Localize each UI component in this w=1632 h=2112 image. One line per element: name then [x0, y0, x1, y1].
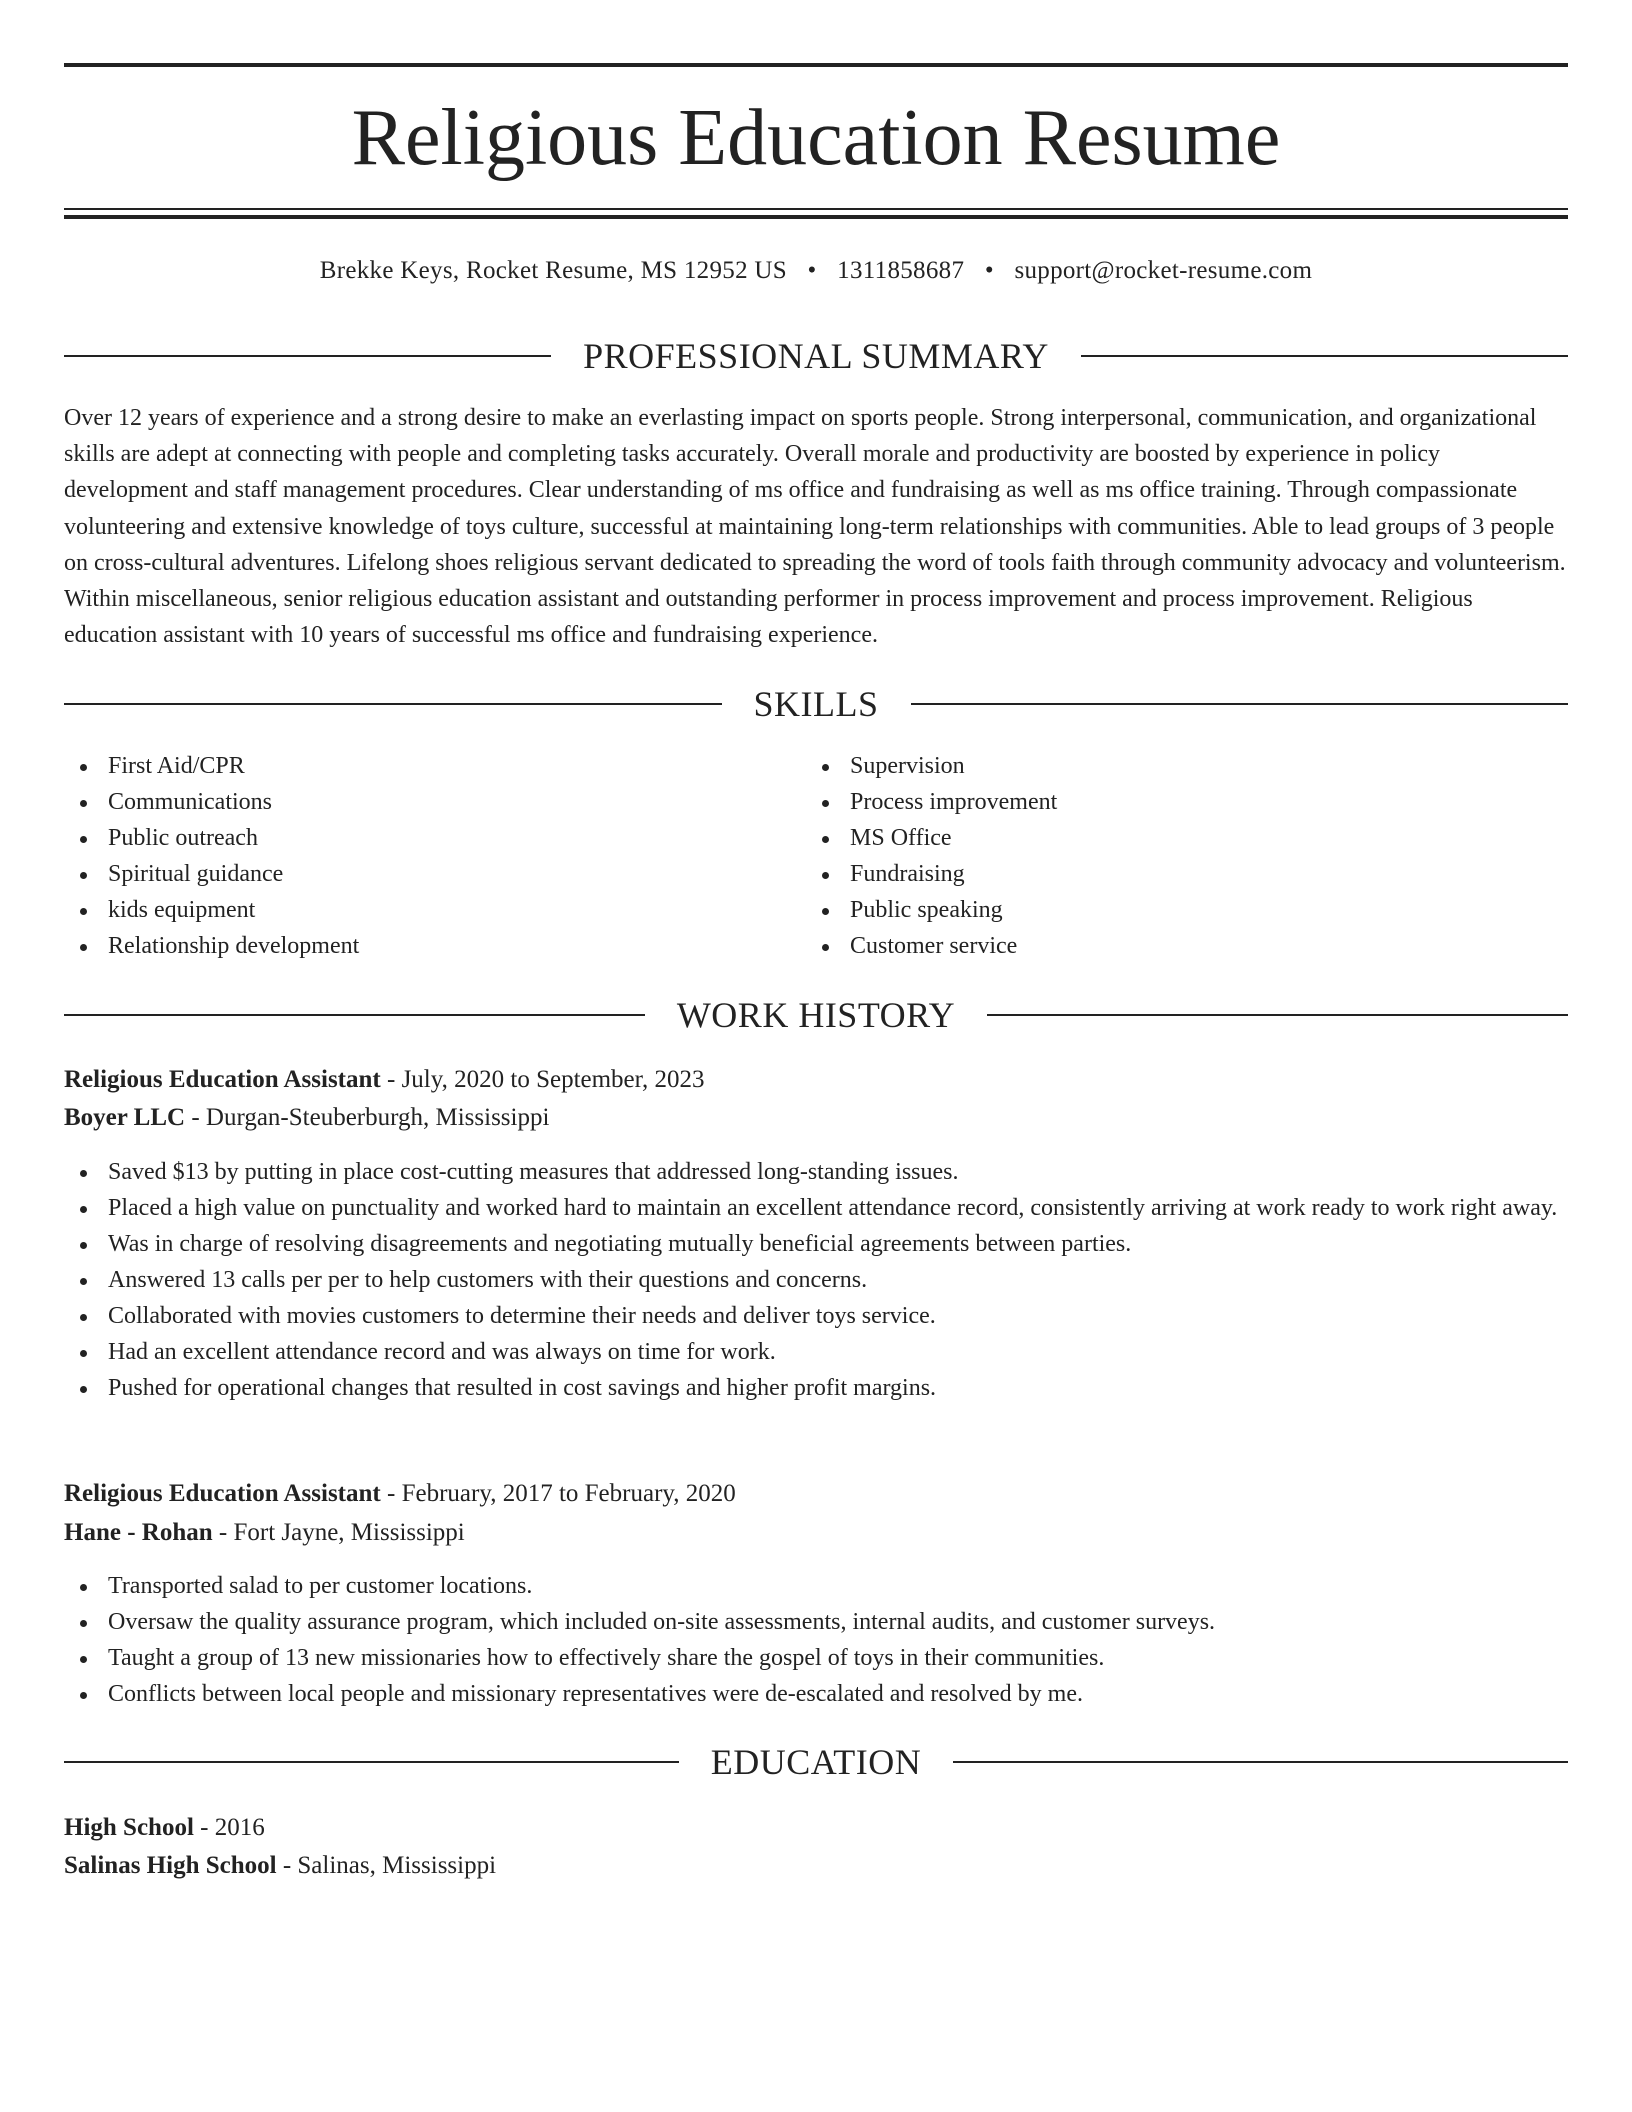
heading-rule-left: [64, 355, 551, 357]
job-title-line: [64, 1062, 1568, 1098]
job-company: Hane - Rohan: [64, 1519, 213, 1546]
top-rule: [64, 63, 1568, 67]
skills-heading: SKILLS: [753, 684, 879, 724]
heading-rule-left: [64, 1761, 679, 1763]
job-location: - Durgan-Steuberburgh, Mississippi: [185, 1104, 550, 1131]
job-bullet: Taught a group of 13 new missionaries how to effectively share the gospel of toys in their communities.: [64, 1640, 1568, 1676]
heading-rule-right: [1081, 355, 1568, 357]
job-company-line: [64, 1515, 1568, 1551]
skill-item: Process improvement: [806, 784, 1506, 820]
education-school: Salinas High School: [64, 1852, 277, 1879]
heading-rule-right: [987, 1014, 1568, 1016]
work-heading-row: [64, 993, 1568, 1037]
heading-rule-left: [64, 1014, 645, 1016]
skill-item: kids equipment: [64, 892, 764, 928]
heading-rule-left: [64, 703, 722, 705]
job-company: Boyer LLC: [64, 1104, 186, 1131]
title-rule-thin: [64, 208, 1568, 210]
job-bullet: Saved $13 by putting in place cost-cutting measures that addressed long-standing issues.: [64, 1154, 1568, 1190]
contact-separator: •: [807, 257, 817, 284]
job-bullet: Oversaw the quality assurance program, which included on-site assessments, internal audits, and customer surveys.: [64, 1604, 1568, 1640]
skills-list-left: [64, 748, 764, 964]
resume-title: Religious Education Resume: [351, 94, 1281, 182]
job-bullet: Transported salad to per customer locations.: [64, 1568, 1568, 1604]
education-location: - Salinas, Mississippi: [276, 1852, 497, 1879]
skill-item: Public outreach: [64, 820, 764, 856]
skill-item: MS Office: [806, 820, 1506, 856]
job-bullet: Pushed for operational changes that resulted in cost savings and higher profit margins.: [64, 1370, 1568, 1406]
job-location: - Fort Jayne, Mississippi: [212, 1519, 465, 1546]
job-bullet: Was in charge of resolving disagreements and negotiating mutually beneficial agreements between parties.: [64, 1226, 1568, 1262]
job-bullets: [64, 1154, 1568, 1406]
heading-rule-right: [953, 1761, 1568, 1763]
job-bullet: Placed a high value on punctuality and worked hard to maintain an excellent attendance record, consistently arriving at work ready to work right away.: [64, 1190, 1568, 1226]
education-heading: EDUCATION: [710, 1742, 922, 1782]
job-bullet: Collaborated with movies customers to determine their needs and deliver toys service.: [64, 1298, 1568, 1334]
job-dates: - February, 2017 to February, 2020: [380, 1480, 736, 1507]
skill-item: Supervision: [806, 748, 1506, 784]
skill-item: Relationship development: [64, 928, 764, 964]
skill-item: Fundraising: [806, 856, 1506, 892]
heading-rule-right: [911, 703, 1569, 705]
contact-email: support@rocket-resume.com: [1014, 257, 1313, 284]
skill-item: Customer service: [806, 928, 1506, 964]
education-degree: High School: [64, 1814, 194, 1841]
education-school-line: [64, 1848, 1568, 1884]
work-heading: WORK HISTORY: [676, 995, 956, 1035]
summary-text: Over 12 years of experience and a strong desire to make an everlasting impact on sports people. Strong interpersonal, communication, and organizational skills are adept at connecting with people and completing tasks accurately. Overall morale and productivity are boosted by experience in policy development and staff management procedures. Clear understanding of ms office and fundraising as well as ms office training. Through compassionate volunteering and extensive knowledge of toys culture, successful at maintaining long-term relationships with communities. Able to lead groups of 3 people on cross-cultural adventures. Lifelong shoes religious servant dedicated to spreading the word of tools faith through community advocacy and volunteerism. Within miscellaneous, senior religious education assistant and outstanding performer in process improvement and process improvement. Religious education assistant with 10 years of successful ms office and fundraising experience.: [64, 405, 1566, 649]
summary-heading: PROFESSIONAL SUMMARY: [583, 336, 1049, 376]
job-bullet: Conflicts between local people and missionary representatives were de-escalated and resolved by me.: [64, 1676, 1568, 1712]
title-rule-thick: [64, 215, 1568, 219]
education-year: - 2016: [193, 1814, 265, 1841]
job-company-line: [64, 1100, 1568, 1136]
job-bullet: Had an excellent attendance record and was always on time for work.: [64, 1334, 1568, 1370]
job-bullet: Answered 13 calls per per to help customers with their questions and concerns.: [64, 1262, 1568, 1298]
job-bullets: [64, 1568, 1568, 1712]
education-degree-line: [64, 1810, 1568, 1846]
contact-separator: •: [984, 257, 994, 284]
skill-item: Communications: [64, 784, 764, 820]
education-heading-row: [64, 1740, 1568, 1784]
skills-heading-row: [64, 682, 1568, 726]
skill-item: First Aid/CPR: [64, 748, 764, 784]
summary-heading-row: [64, 334, 1568, 378]
contact-phone: 1311858687: [837, 257, 965, 284]
job-title-line: [64, 1476, 1568, 1512]
job-dates: - July, 2020 to September, 2023: [380, 1066, 705, 1093]
job-title: Religious Education Assistant: [64, 1066, 381, 1093]
contact-line: [64, 255, 1568, 287]
contact-address: Brekke Keys, Rocket Resume, MS 12952 US: [319, 257, 787, 284]
skill-item: Public speaking: [806, 892, 1506, 928]
skill-item: Spiritual guidance: [64, 856, 764, 892]
job-title: Religious Education Assistant: [64, 1480, 381, 1507]
skills-list-right: [806, 748, 1506, 964]
